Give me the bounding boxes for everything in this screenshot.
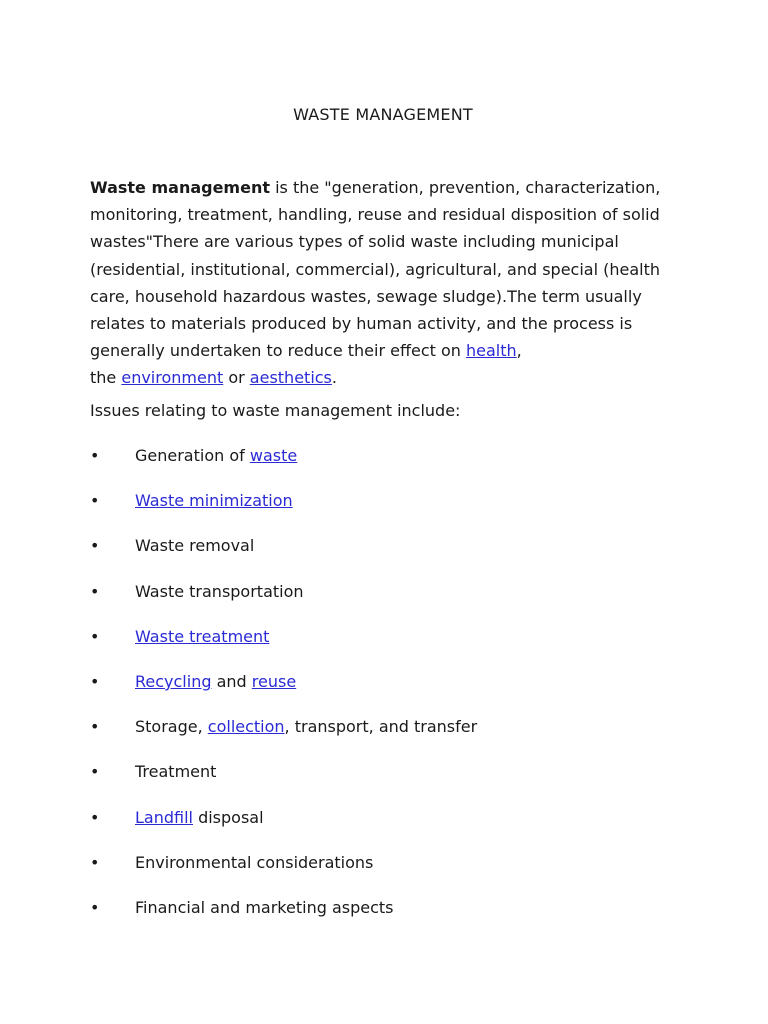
list-item-text: Treatment (135, 762, 217, 782)
bullet-icon: • (90, 852, 100, 872)
intro-text-4: or (223, 368, 250, 388)
intro-text-3: the (90, 368, 122, 388)
list-item-text: Generation of (135, 446, 250, 465)
link-collection[interactable]: collection (207, 717, 285, 737)
bullet-icon: • (90, 671, 100, 691)
list-item (90, 625, 690, 670)
document-title: WASTE MANAGEMENT (293, 105, 473, 124)
link-waste[interactable]: waste (249, 446, 298, 465)
bullet-icon: • (90, 717, 100, 737)
list-item-text: Waste transportation (135, 581, 304, 601)
intro-text-5: . (331, 368, 337, 388)
intro-term: Waste management (90, 178, 270, 197)
link-environment[interactable]: environment (121, 368, 224, 388)
list-item-text: Financial and marketing aspects (135, 897, 394, 917)
list-item-text: Waste removal (135, 536, 255, 556)
issues-heading: Issues relating to waste management include: (90, 401, 461, 420)
link-reuse[interactable]: reuse (251, 671, 297, 691)
link-waste-minimization[interactable]: Waste minimization (135, 491, 293, 511)
bullet-icon: • (90, 446, 100, 465)
list-item-text: disposal (192, 807, 264, 827)
link-waste-treatment[interactable]: Waste treatment (135, 626, 270, 646)
bullet-icon: • (90, 536, 100, 556)
bullet-icon: • (90, 762, 100, 782)
list-item-text: , transport, and transfer (284, 717, 478, 737)
list-item (90, 806, 690, 851)
intro-text-2: , (516, 341, 522, 361)
intro-text-1: is the "generation, prevention, characterization, monitoring, treatment, handling, reuse and residual disposition of solid wastes"There are various types of solid waste including municipal (residential, institutional, commercial), agricultural, and special (health care, household hazardous wastes, sewage sludge).The term usually relates to materials produced by human activity, and the process is generally undertaken to reduce their effect on (90, 178, 661, 361)
bullet-icon: • (90, 491, 100, 511)
list-item (90, 489, 690, 534)
bullet-icon: • (90, 581, 100, 601)
list-item-text: and (211, 671, 252, 691)
list-item (90, 534, 690, 579)
bullet-icon: • (90, 897, 100, 917)
intro-paragraph (90, 174, 690, 392)
link-health[interactable]: health (466, 341, 517, 361)
list-item (90, 670, 690, 715)
list-item (90, 851, 690, 896)
link-recycling[interactable]: Recycling (135, 671, 212, 691)
list-item-text: Storage, (135, 717, 208, 737)
list-item-text: Environmental considerations (135, 852, 374, 872)
list-item (90, 444, 690, 489)
list-item (90, 715, 690, 760)
issues-list (90, 444, 690, 941)
list-item (90, 580, 690, 625)
link-aesthetics[interactable]: aesthetics (249, 368, 332, 388)
list-item (90, 760, 690, 805)
list-item (90, 896, 690, 941)
bullet-icon: • (90, 807, 100, 827)
bullet-icon: • (90, 626, 100, 646)
link-landfill[interactable]: Landfill (135, 807, 193, 827)
